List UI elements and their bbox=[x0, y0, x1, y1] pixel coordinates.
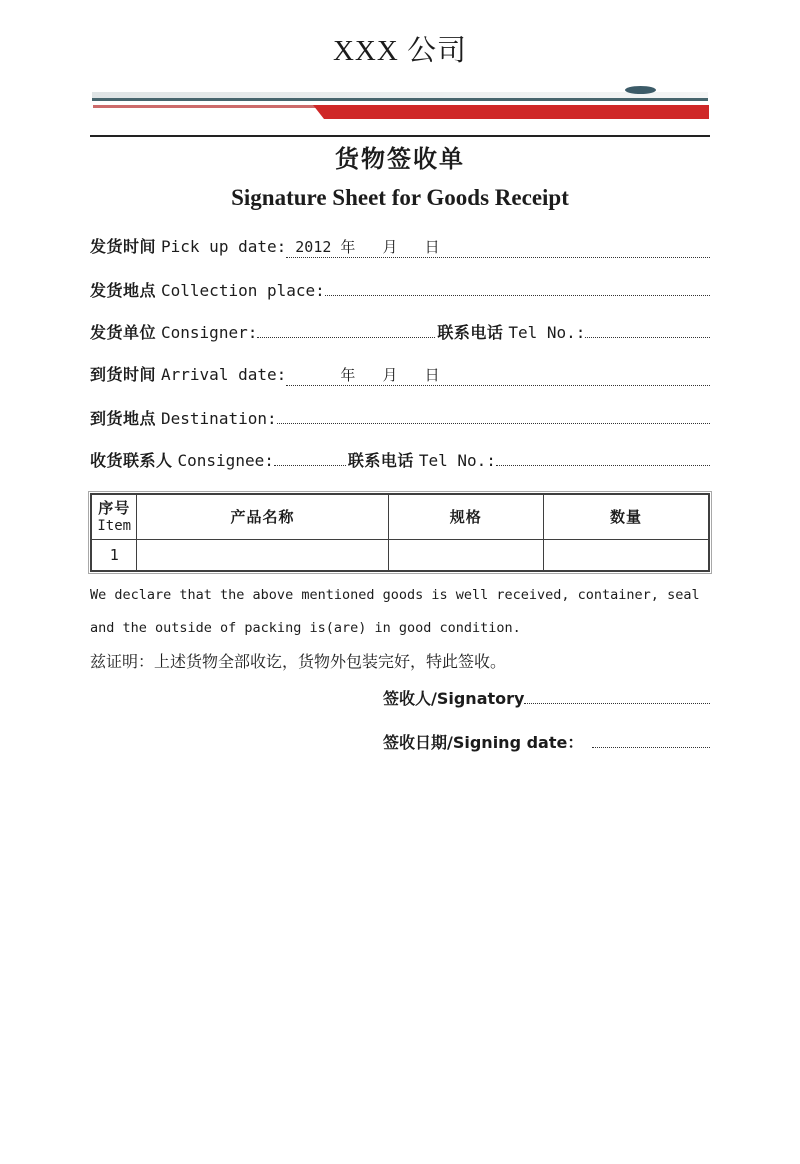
consigner-label-en: Consigner: bbox=[161, 323, 258, 342]
declaration-line2-en: and the outside of packing is(are) in good condition. bbox=[90, 620, 521, 636]
form-row-destination bbox=[90, 409, 710, 428]
banner-teal-line bbox=[92, 98, 708, 101]
arrival-date-line: 年 月 日 bbox=[286, 366, 710, 386]
goods-table-header-row bbox=[91, 494, 709, 539]
company-title: XXX 公司 bbox=[332, 35, 468, 67]
signing-date-row bbox=[383, 733, 710, 753]
col-header-item-en: Item bbox=[97, 518, 132, 535]
collection-place-line bbox=[325, 295, 710, 296]
cell-qty bbox=[544, 539, 709, 571]
goods-table bbox=[90, 493, 710, 572]
banner-ellipse bbox=[625, 86, 656, 94]
consignee-line bbox=[274, 465, 346, 466]
col-header-item-cn: 序号 bbox=[98, 499, 131, 518]
col-header-product-name: 产品名称 bbox=[137, 494, 388, 539]
cell-product-name bbox=[137, 539, 388, 571]
consigner-line bbox=[257, 337, 435, 338]
collection-place-label-en: Collection place: bbox=[161, 281, 325, 300]
declaration bbox=[90, 579, 710, 678]
col-header-item bbox=[91, 494, 137, 539]
decorative-banner bbox=[90, 92, 710, 119]
pickup-date-line: 2012 年 月 日 bbox=[286, 238, 710, 258]
document-page bbox=[0, 32, 800, 1164]
declaration-line1-en: We declare that the above mentioned goods is well received, container, seal bbox=[90, 587, 700, 603]
banner-pink-line bbox=[93, 105, 326, 108]
consigner-tel-label-cn: 联系电话 bbox=[437, 323, 504, 342]
cell-spec bbox=[388, 539, 543, 571]
arrival-date-label-en: Arrival date: bbox=[161, 365, 287, 384]
destination-line bbox=[277, 423, 710, 424]
banner-red-bar bbox=[313, 105, 709, 119]
consigner-label-cn: 发货单位 bbox=[90, 323, 157, 342]
consigner-tel-label-en: Tel No.: bbox=[508, 323, 586, 342]
pickup-date-label-en: Pick up date: bbox=[161, 237, 287, 256]
consignee-label-cn: 收货联系人 bbox=[90, 451, 173, 470]
destination-label-cn: 到货地点 bbox=[90, 409, 157, 428]
declaration-line-cn: 兹证明：上述货物全部收讫，货物外包装完好，特此签收。 bbox=[90, 652, 507, 671]
form-row-arrival-date bbox=[90, 365, 710, 386]
form-fields bbox=[90, 237, 710, 470]
col-header-qty: 数量 bbox=[544, 494, 709, 539]
form-row-consigner bbox=[90, 323, 710, 342]
collection-place-label-cn: 发货地点 bbox=[90, 281, 157, 300]
signatory-row bbox=[383, 689, 710, 709]
consignee-tel-label-cn: 联系电话 bbox=[347, 451, 414, 470]
form-row-collection-place bbox=[90, 281, 710, 300]
form-row-pickup-date bbox=[90, 237, 710, 258]
consigner-tel-line bbox=[585, 337, 710, 338]
signing-date-label: 签收日期/Signing date： bbox=[383, 733, 584, 752]
signature-section bbox=[383, 689, 710, 753]
destination-label-en: Destination: bbox=[161, 409, 277, 428]
table-row bbox=[91, 539, 709, 571]
goods-table-section bbox=[90, 493, 710, 572]
cell-item-no: 1 bbox=[91, 539, 137, 571]
doc-title-cn: 货物签收单 bbox=[335, 145, 465, 173]
consignee-tel-label-en: Tel No.: bbox=[418, 451, 496, 470]
arrival-date-label-cn: 到货时间 bbox=[90, 365, 157, 384]
consignee-tel-line bbox=[496, 465, 710, 466]
doc-title-en: Signature Sheet for Goods Receipt bbox=[231, 185, 569, 210]
signing-date-line bbox=[592, 747, 710, 748]
form-row-consignee bbox=[90, 451, 710, 470]
consignee-label-en: Consignee: bbox=[177, 451, 274, 470]
col-header-spec: 规格 bbox=[388, 494, 543, 539]
signatory-line bbox=[524, 703, 710, 704]
pickup-date-label-cn: 发货时间 bbox=[90, 237, 157, 256]
signatory-label: 签收人/Signatory bbox=[383, 689, 525, 708]
header-rule bbox=[90, 135, 710, 137]
